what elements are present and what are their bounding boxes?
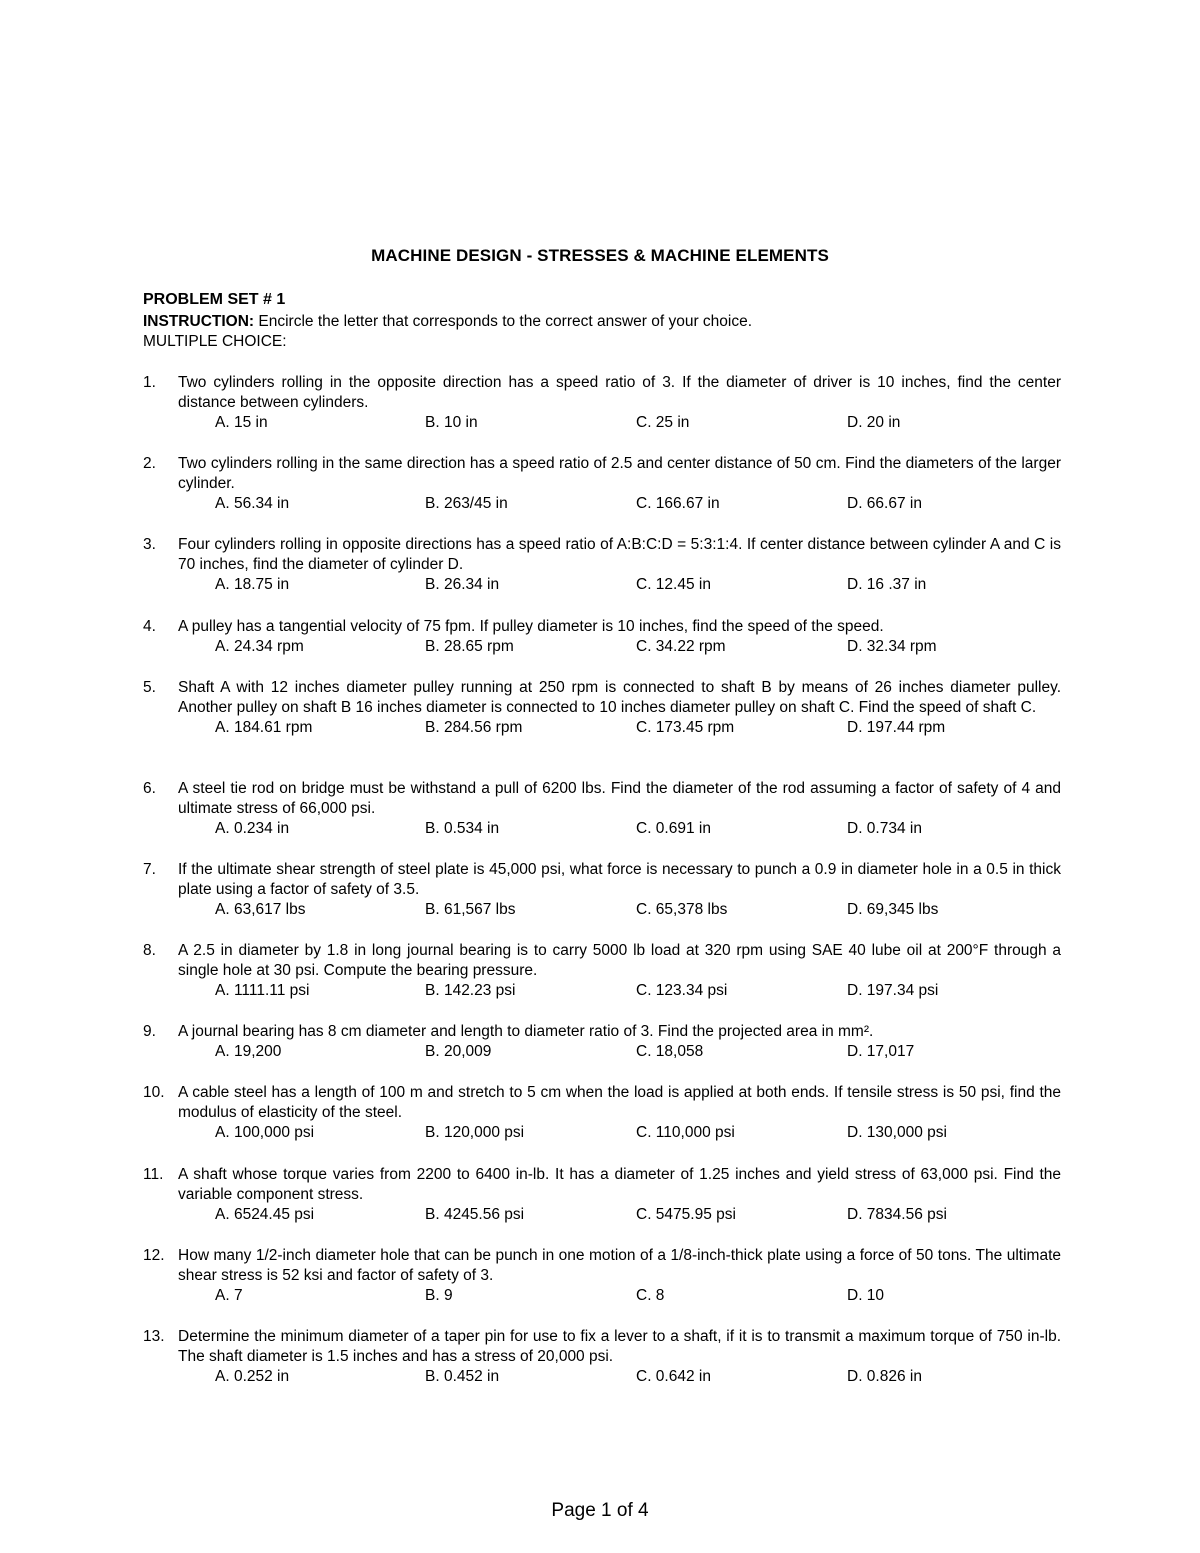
question-text: A journal bearing has 8 cm diameter and length to diameter ratio of 3. Find the projected area in mm². — [178, 1023, 874, 1040]
option-b[interactable]: B. 0.452 in — [425, 1368, 500, 1385]
question-number: 9. — [143, 1023, 156, 1040]
option-c[interactable]: C. 166.67 in — [636, 495, 720, 512]
option-c[interactable]: C. 12.45 in — [636, 576, 711, 593]
option-b[interactable]: B. 120,000 psi — [425, 1124, 525, 1141]
question-number: 2. — [143, 455, 156, 472]
question-number: 6. — [143, 780, 156, 797]
answer-options — [143, 981, 1061, 1001]
answer-options — [143, 819, 1061, 839]
option-b[interactable]: B. 28.65 rpm — [425, 638, 514, 655]
option-a[interactable]: A. 184.61 rpm — [215, 719, 313, 736]
question-text: Four cylinders rolling in opposite directions has a speed ratio of A:B:C:D = 5:3:1:4. If center distance between cylinder A and C is 70 inches, find the diameter of cylinder D. — [178, 536, 1061, 573]
question-number: 3. — [143, 536, 156, 553]
option-c[interactable]: C. 173.45 rpm — [636, 719, 735, 736]
option-b[interactable]: B. 0.534 in — [425, 820, 500, 837]
option-d[interactable]: D. 20 in — [847, 414, 901, 431]
option-b[interactable]: B. 61,567 lbs — [425, 901, 516, 918]
question-6 — [143, 779, 1061, 839]
option-b[interactable]: B. 10 in — [425, 414, 478, 431]
option-b[interactable]: B. 4245.56 psi — [425, 1206, 525, 1223]
question-number: 13. — [143, 1328, 165, 1345]
option-a[interactable]: A. 18.75 in — [215, 576, 290, 593]
question-text: Shaft A with 12 inches diameter pulley running at 250 rpm is connected to shaft B by means of 26 inches diameter pulley. Another pulley on shaft B 16 inches diameter is connected to 10 inches diameter pulley on shaft C. Find the speed of shaft C. — [178, 679, 1061, 716]
option-a[interactable]: A. 19,200 — [215, 1043, 282, 1060]
section-label: MULTIPLE CHOICE: — [143, 333, 287, 350]
option-d[interactable]: D. 197.34 psi — [847, 982, 939, 999]
option-d[interactable]: D. 7834.56 psi — [847, 1206, 947, 1223]
option-d[interactable]: D. 69,345 lbs — [847, 901, 939, 918]
question-3 — [143, 535, 1061, 595]
question-number: 7. — [143, 861, 156, 878]
option-b[interactable]: B. 263/45 in — [425, 495, 508, 512]
answer-options — [143, 1367, 1061, 1387]
question-9 — [143, 1022, 1061, 1062]
option-d[interactable]: D. 17,017 — [847, 1043, 915, 1060]
instruction-text: Encircle the letter that corresponds to the correct answer of your choice. — [254, 313, 753, 330]
answer-options — [143, 1286, 1061, 1306]
option-c[interactable]: C. 65,378 lbs — [636, 901, 728, 918]
option-d[interactable]: D. 10 — [847, 1287, 885, 1304]
answer-options — [143, 900, 1061, 920]
option-a[interactable]: A. 1111.11 psi — [215, 982, 310, 999]
question-text: A 2.5 in diameter by 1.8 in long journal bearing is to carry 5000 lb load at 320 rpm using SAE 40 lube oil at 200°F through a single hole at 30 psi. Compute the bearing pressure. — [178, 942, 1061, 979]
option-a[interactable]: A. 0.252 in — [215, 1368, 290, 1385]
question-5 — [143, 678, 1061, 738]
question-11 — [143, 1165, 1061, 1225]
instruction-label: INSTRUCTION: — [143, 313, 255, 330]
option-d[interactable]: D. 0.826 in — [847, 1368, 922, 1385]
question-2 — [143, 454, 1061, 514]
question-12 — [143, 1246, 1061, 1306]
option-b[interactable]: B. 284.56 rpm — [425, 719, 523, 736]
option-d[interactable]: D. 66.67 in — [847, 495, 922, 512]
question-number: 1. — [143, 374, 156, 391]
option-a[interactable]: A. 0.234 in — [215, 820, 290, 837]
question-text: Two cylinders rolling in the opposite direction has a speed ratio of 3. If the diameter of driver is 10 inches, find the center distance between cylinders. — [178, 374, 1061, 411]
question-7 — [143, 860, 1061, 920]
problem-set-heading: PROBLEM SET # 1 — [143, 291, 286, 308]
option-a[interactable]: A. 63,617 lbs — [215, 901, 306, 918]
question-number: 4. — [143, 618, 156, 635]
option-c[interactable]: C. 25 in — [636, 414, 690, 431]
question-number: 10. — [143, 1084, 165, 1101]
option-c[interactable]: C. 0.691 in — [636, 820, 711, 837]
question-number: 8. — [143, 942, 156, 959]
page-number: Page 1 of 4 — [551, 1500, 649, 1521]
option-d[interactable]: D. 16 .37 in — [847, 576, 927, 593]
option-a[interactable]: A. 100,000 psi — [215, 1124, 315, 1141]
question-number: 5. — [143, 679, 156, 696]
option-c[interactable]: C. 34.22 rpm — [636, 638, 726, 655]
question-text: Two cylinders rolling in the same direction has a speed ratio of 2.5 and center distance of 50 cm. Find the diameters of the larger cylinder. — [178, 455, 1061, 492]
option-c[interactable]: C. 8 — [636, 1287, 665, 1304]
option-a[interactable]: A. 6524.45 psi — [215, 1206, 315, 1223]
question-10 — [143, 1083, 1061, 1143]
question-8 — [143, 941, 1061, 1001]
question-text: How many 1/2-inch diameter hole that can be punch in one motion of a 1/8-inch-thick plate using a force of 50 tons. The ultimate shear stress is 52 ksi and factor of safety of 3. — [178, 1247, 1061, 1284]
option-c[interactable]: C. 18,058 — [636, 1043, 704, 1060]
question-number: 12. — [143, 1247, 165, 1264]
option-a[interactable]: A. 15 in — [215, 414, 268, 431]
option-c[interactable]: C. 110,000 psi — [636, 1124, 735, 1141]
option-d[interactable]: D. 0.734 in — [847, 820, 922, 837]
option-d[interactable]: D. 32.34 rpm — [847, 638, 937, 655]
option-b[interactable]: B. 9 — [425, 1287, 453, 1304]
question-1 — [143, 373, 1061, 433]
option-a[interactable]: A. 7 — [215, 1287, 243, 1304]
question-13 — [143, 1327, 1061, 1387]
answer-options — [143, 575, 1061, 595]
option-d[interactable]: D. 197.44 rpm — [847, 719, 946, 736]
answer-options — [143, 413, 1061, 433]
question-text: If the ultimate shear strength of steel plate is 45,000 psi, what force is necessary to punch a 0.9 in diameter hole in a 0.5 in thick plate using a factor of safety of 3.5. — [178, 861, 1061, 898]
answer-options — [143, 1042, 1061, 1062]
answer-options — [143, 637, 1061, 657]
option-b[interactable]: B. 20,009 — [425, 1043, 492, 1060]
answer-options — [143, 1205, 1061, 1225]
answer-options — [143, 494, 1061, 514]
question-text: A pulley has a tangential velocity of 75 fpm. If pulley diameter is 10 inches, find the speed of the speed. — [178, 618, 884, 635]
option-a[interactable]: A. 56.34 in — [215, 495, 290, 512]
option-c[interactable]: C. 5475.95 psi — [636, 1206, 736, 1223]
option-b[interactable]: B. 26.34 in — [425, 576, 500, 593]
option-c[interactable]: C. 0.642 in — [636, 1368, 711, 1385]
instruction-line — [143, 312, 752, 332]
option-b[interactable]: B. 142.23 psi — [425, 982, 516, 999]
question-4 — [143, 617, 1061, 657]
question-text: A cable steel has a length of 100 m and stretch to 5 cm when the load is applied at both ends. If tensile stress is 50 psi, find the modulus of elasticity of the steel. — [178, 1084, 1061, 1121]
question-text: A shaft whose torque varies from 2200 to 6400 in-lb. It has a diameter of 1.25 inches and yield stress of 63,000 psi. Find the variable component stress. — [178, 1166, 1061, 1203]
question-text: A steel tie rod on bridge must be withstand a pull of 6200 lbs. Find the diameter of the rod assuming a factor of safety of 4 and ultimate stress of 66,000 psi. — [178, 780, 1061, 817]
answer-options — [143, 718, 1061, 738]
question-number: 11. — [143, 1166, 164, 1183]
question-text: Determine the minimum diameter of a taper pin for use to fix a lever to a shaft, if it is to transmit a maximum torque of 750 in-lb. The shaft diameter is 1.5 inches and has a stress of 20,000 psi. — [178, 1328, 1061, 1365]
answer-options — [143, 1123, 1061, 1143]
option-a[interactable]: A. 24.34 rpm — [215, 638, 304, 655]
option-c[interactable]: C. 123.34 psi — [636, 982, 728, 999]
option-d[interactable]: D. 130,000 psi — [847, 1124, 947, 1141]
document-title: MACHINE DESIGN - STRESSES & MACHINE ELEMENTS — [371, 246, 829, 265]
